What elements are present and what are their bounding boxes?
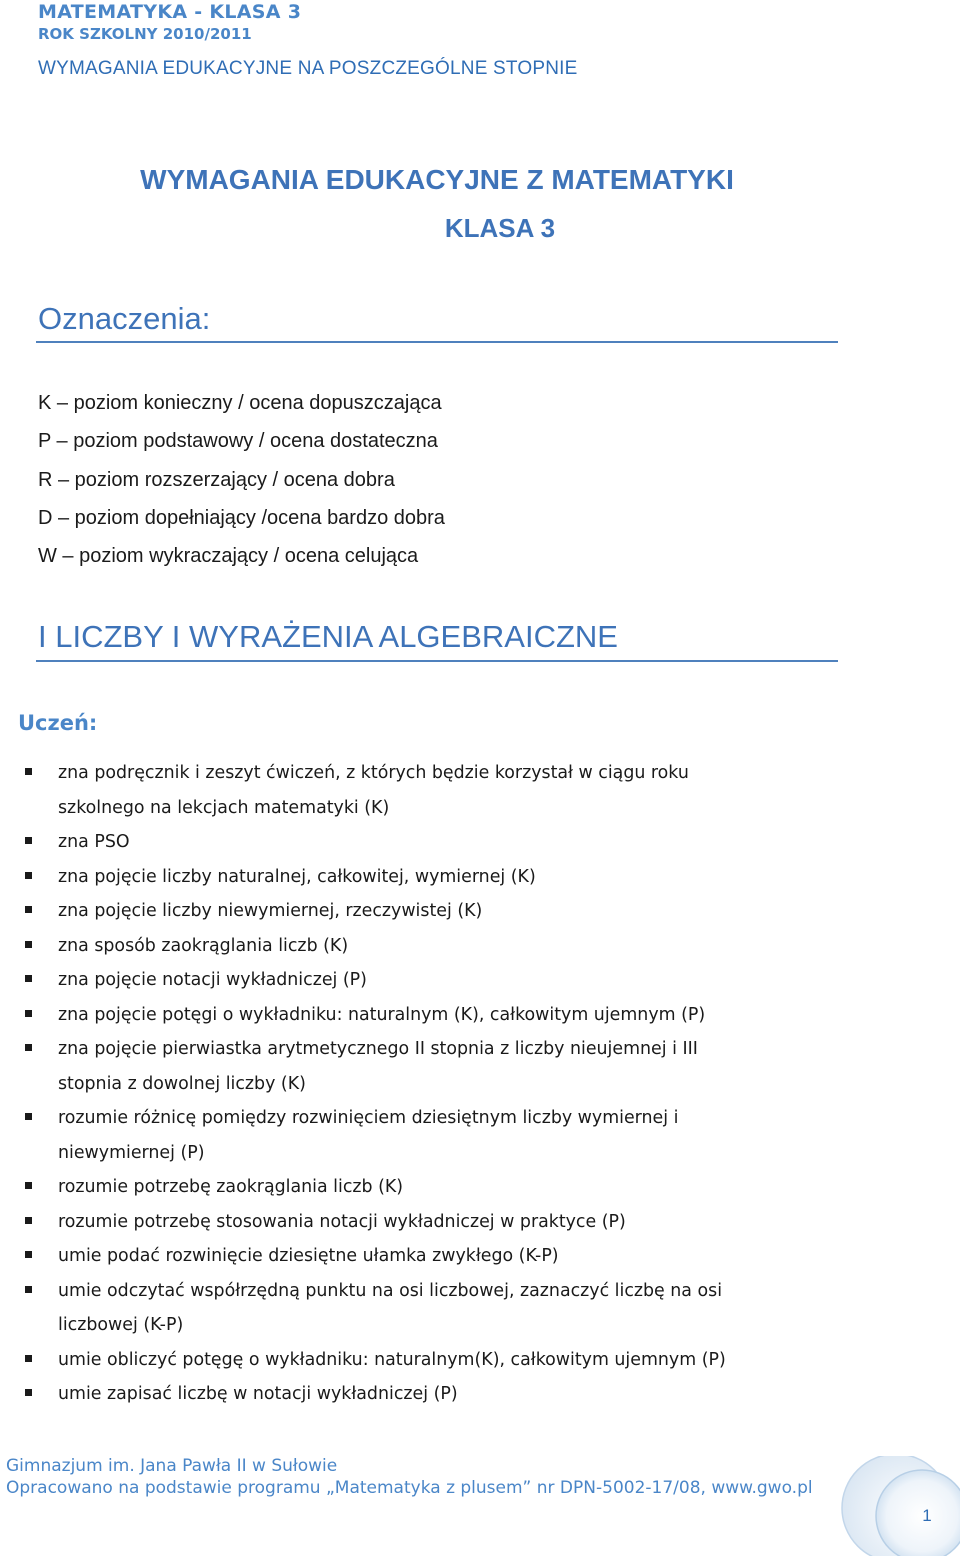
legend-item: P – poziom podstawowy / ocena dostateczna — [38, 430, 438, 453]
square-bullet-icon — [25, 837, 32, 844]
document-header — [38, 0, 578, 80]
requirement-item — [0, 1343, 798, 1378]
requirement-item — [0, 1032, 798, 1101]
requirement-item — [0, 1239, 798, 1274]
requirement-text: umie odczytać współrzędną punktu na osi liczbowej, zaznaczyć liczbę na osi — [58, 1280, 723, 1301]
page-subtitle-text: KLASA 3 — [444, 213, 556, 243]
section-heading-rule — [36, 660, 838, 662]
page-number: 1 — [922, 1506, 932, 1525]
header-title: MATEMATYKA - KLASA 3 — [38, 1, 302, 23]
square-bullet-icon — [25, 1182, 32, 1189]
requirement-text: zna pojęcie pierwiastka arytmetycznego II stopnia z liczby nieujemnej i III — [58, 1039, 698, 1059]
footer-source: Opracowano na podstawie programu „Matematyka z plusem” nr DPN-5002-17/08, www.gwo.pl — [6, 1478, 813, 1498]
square-bullet-icon — [25, 872, 32, 879]
requirements-list — [0, 756, 798, 1412]
legend-heading: Oznaczenia: — [38, 301, 211, 336]
student-label: Uczeń: — [18, 711, 98, 735]
requirement-text: zna podręcznik i zeszyt ćwiczeń, z których będzie korzystał w ciągu roku — [58, 763, 689, 783]
header-subtitle: WYMAGANIA EDUKACYJNE NA POSZCZEGÓLNE STOPNIE — [38, 58, 578, 79]
requirement-text: niewymiernej (P) — [58, 1142, 205, 1163]
square-bullet-icon — [25, 1251, 32, 1258]
legend-item: D – poziom dopełniający /ocena bardzo dobra — [38, 506, 445, 529]
square-bullet-icon — [25, 1355, 32, 1362]
requirement-item — [0, 998, 798, 1033]
requirement-item — [0, 963, 798, 998]
square-bullet-icon — [25, 1010, 32, 1017]
legend-item: R – poziom rozszerzający / ocena dobra — [38, 468, 395, 491]
requirement-text: liczbowej (K-P) — [58, 1315, 184, 1335]
requirement-item — [0, 1170, 798, 1205]
square-bullet-icon — [25, 1113, 32, 1120]
requirement-text: szkolnego na lekcjach matematyki (K) — [58, 797, 390, 818]
requirement-text: zna pojęcie liczby naturalnej, całkowitej, wymiernej (K) — [58, 866, 536, 887]
requirement-text: umie zapisać liczbę w notacji wykładniczej (P) — [58, 1384, 458, 1404]
requirement-item — [0, 860, 798, 895]
square-bullet-icon — [25, 1389, 32, 1396]
requirement-text: zna pojęcie liczby niewymiernej, rzeczywistej (K) — [58, 901, 483, 921]
requirement-text: umie obliczyć potęgę o wykładniku: naturalnym(K), całkowitym ujemnym (P) — [58, 1349, 726, 1370]
legend-item: K – poziom konieczny / ocena dopuszczająca — [38, 392, 442, 414]
requirement-text: stopnia z dowolnej liczby (K) — [58, 1073, 306, 1094]
requirement-item — [0, 894, 798, 929]
square-bullet-icon — [25, 975, 32, 982]
requirement-text: umie podać rozwinięcie dziesiętne ułamka zwykłego (K-P) — [58, 1246, 559, 1266]
requirement-item — [0, 825, 798, 860]
requirement-item — [0, 1377, 798, 1412]
page-number-badge-icon — [834, 1456, 960, 1556]
requirement-text: rozumie potrzebę zaokrąglania liczb (K) — [58, 1177, 404, 1197]
requirement-text: zna pojęcie potęgi o wykładniku: naturalnym (K), całkowitym ujemnym (P) — [58, 1004, 706, 1025]
section-heading: I LICZBY I WYRAŻENIA ALGEBRAICZNE — [38, 619, 618, 654]
requirement-text: zna sposób zaokrąglania liczb (K) — [58, 935, 349, 956]
square-bullet-icon — [25, 906, 32, 913]
square-bullet-icon — [25, 1286, 32, 1293]
page-title: WYMAGANIA EDUKACYJNE Z MATEMATYKI — [140, 164, 734, 195]
legend-item: W – poziom wykraczający / ocena celująca — [38, 545, 419, 568]
legend-heading-rule — [36, 341, 838, 343]
legend-list — [38, 388, 445, 579]
requirement-text: zna PSO — [58, 832, 130, 852]
square-bullet-icon — [25, 768, 32, 775]
requirement-item — [0, 929, 798, 964]
requirement-item — [0, 1101, 798, 1170]
footer-school: Gimnazjum im. Jana Pawła II w Sułowie — [6, 1456, 338, 1476]
square-bullet-icon — [25, 941, 32, 948]
header-school-year: ROK SZKOLNY 2010/2011 — [38, 25, 252, 43]
requirement-item — [0, 1274, 798, 1343]
page-footer — [6, 1455, 813, 1499]
square-bullet-icon — [25, 1044, 32, 1051]
page-subtitle — [0, 212, 874, 244]
requirement-text: rozumie różnicę pomiędzy rozwinięciem dziesiętnym liczby wymiernej i — [58, 1108, 679, 1128]
requirement-item — [0, 1205, 798, 1240]
requirement-text: rozumie potrzebę stosowania notacji wykładniczej w praktyce (P) — [58, 1211, 626, 1232]
requirement-text: zna pojęcie notacji wykładniczej (P) — [58, 970, 367, 990]
square-bullet-icon — [25, 1217, 32, 1224]
requirement-item — [0, 756, 798, 825]
